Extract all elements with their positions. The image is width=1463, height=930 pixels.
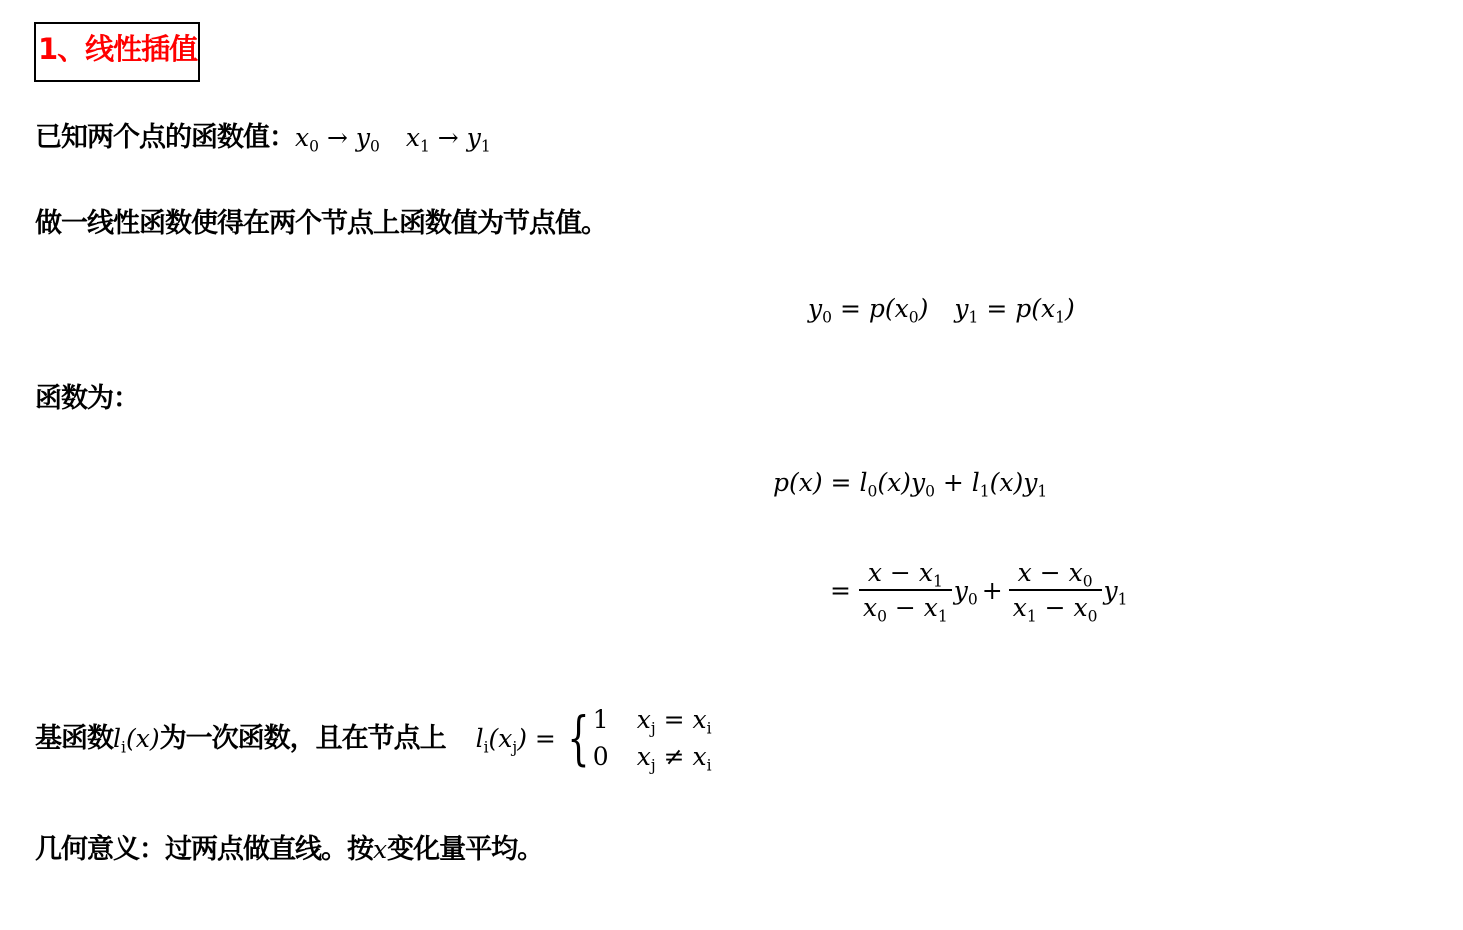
basis-definition-lhs: $l_i(x_j)$ = <box>475 723 556 756</box>
fraction-form-equation: = $\frac{x - x_1}{x_0 - x_1}$ $y_0$ + $\frac{x - x_0}{x_1 - x_0}$ $y_1$ <box>830 558 1128 626</box>
known-points-formula: $x_0 \to y_0$ $x_1 \to y_1$ <box>295 123 491 156</box>
cases-block: 1 $x_j = x_i$ 0 $x_j \ne x_i$ <box>592 705 712 775</box>
geometric-meaning-line <box>35 836 543 863</box>
function-label: 函数为： <box>35 383 139 414</box>
basis-label-b: 为一次函数，且在节点上 <box>159 722 446 754</box>
lagrange-form-equation: $p(x) = l_0(x)y_0 + l_1(x)y_1$ <box>773 468 1048 501</box>
geometry-x-symbol: x <box>373 835 388 864</box>
fraction-1: $\frac{x - x_1}{x_0 - x_1}$ <box>859 560 952 620</box>
cases-brace: { <box>567 704 590 772</box>
section-title: 1、线性插值 <box>38 32 198 66</box>
basis-label-a: 基函数 <box>35 722 113 754</box>
known-points-line <box>35 122 491 156</box>
known-points-label: 已知两个点的函数值： <box>35 122 295 153</box>
basis-function-line <box>35 700 712 776</box>
basis-symbol: $l_i(x)$ <box>113 723 160 756</box>
geometry-label-b: 变化量平均。 <box>387 834 544 865</box>
interpolation-condition-equation: $y_0 = p(x_0) y_1 = p(x_1)$ <box>808 294 1075 327</box>
statement-text: 做一线性函数使得在两个节点上函数值为节点值。 <box>35 208 607 239</box>
fraction-2: $\frac{x - x_0}{x_1 - x_0}$ <box>1009 560 1102 620</box>
geometry-label-a: 几何意义：过两点做直线。按 <box>35 834 373 865</box>
